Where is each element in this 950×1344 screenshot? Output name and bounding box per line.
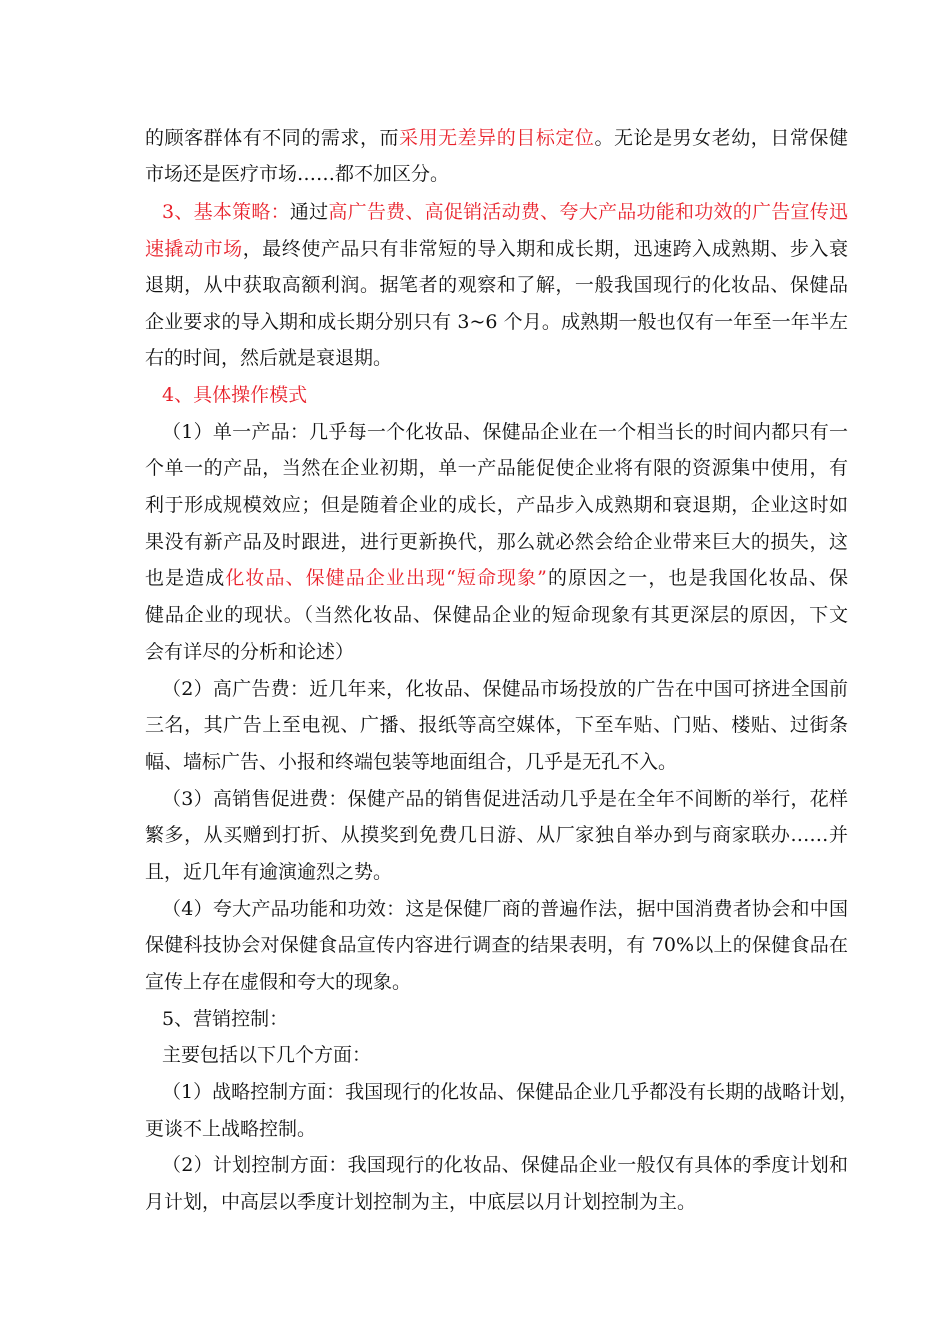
paragraph-line: 幅、墙标广告、小报和终端包装等地面组合，几乎是无孔不入。 (145, 751, 678, 773)
paragraph-line: 健品企业的现状。（当然化妆品、保健品企业的短命现象有其更深层的原因，下文 (145, 604, 848, 626)
paragraph-line: 且，近几年有逾演逾烈之势。 (145, 861, 393, 883)
highlighted-text: 速撬动市场 (145, 238, 243, 260)
section-heading-3 (162, 200, 848, 224)
paragraph-line: 三名，其广告上至电视、广播、报纸等高空媒体，下至车贴、门贴、楼贴、过街条 (145, 714, 848, 736)
paragraph-line: 更谈不上战略控制。 (145, 1118, 317, 1140)
paragraph-line: （4）夸大产品功能和功效：这是保健厂商的普遍作法，据中国消费者协会和中国 (162, 898, 848, 920)
paragraph-line: 退期，从中获取高额利润。据笔者的观察和了解，一般我国现行的化妆品、保健品 (145, 274, 848, 296)
paragraph-line: 企业要求的导入期和成长期分别只有 3~6 个月。成熟期一般也仅有一年至一年半左 (145, 311, 848, 333)
paragraph-line: 个单一的产品，当然在企业初期，单一产品能促使企业将有限的资源集中使用，有 (145, 457, 848, 479)
paragraph-line: 市场还是医疗市场……都不加区分。 (145, 163, 450, 185)
paragraph-line: 保健科技协会对保健食品宣传内容进行调查的结果表明，有 70%以上的保健食品在 (145, 934, 848, 956)
paragraph-line: 月计划，中高层以季度计划控制为主，中底层以月计划控制为主。 (145, 1191, 697, 1213)
text-run: 通过 (289, 201, 329, 223)
highlighted-text: 高广告费、高促销活动费、夸大产品功能和功效的广告宣传迅 (328, 201, 848, 223)
paragraph-line: 右的时间，然后就是衰退期。 (145, 347, 393, 369)
heading-label: 3、基本策略： (162, 201, 290, 223)
highlighted-text: 采用无差异的目标定位 (399, 127, 595, 149)
paragraph-line: 主要包括以下几个方面： (162, 1044, 372, 1066)
text-run: 的原因之一，也是我国化妆品、保 (546, 567, 848, 589)
paragraph-line: （2）计划控制方面：我国现行的化妆品、保健品企业一般仅有具体的季度计划和 (162, 1154, 848, 1176)
paragraph-line: 宣传上存在虚假和夸大的现象。 (145, 971, 412, 993)
text-run: 也是造成 (145, 567, 226, 589)
paragraph-line: 利于形成规模效应；但是随着企业的成长，产品步入成熟期和衰退期，企业这时如 (145, 494, 848, 516)
paragraph-line: （3）高销售促进费：保健产品的销售促进活动几乎是在全年不间断的举行，花样 (162, 788, 848, 810)
highlighted-text: 化妆品、保健品企业出现“短命现象” (225, 567, 547, 589)
paragraph-line: 果没有新产品及时跟进，进行更新换代，那么就必然会给企业带来巨大的损失，这 (145, 531, 848, 553)
paragraph-line: 会有详尽的分析和论述） (145, 641, 355, 663)
paragraph-line (145, 126, 848, 150)
section-heading-5: 5、营销控制： (162, 1008, 289, 1030)
paragraph-line: （1）单一产品：几乎每一个化妆品、保健品企业在一个相当长的时间内都只有一 (162, 421, 848, 443)
paragraph-line (145, 566, 848, 590)
section-heading-4: 4、具体操作模式 (162, 384, 308, 406)
paragraph-line: 繁多，从买赠到打折、从摸奖到免费几日游、从厂家独自举办到与商家联办……并 (145, 824, 848, 846)
text-run: ，最终使产品只有非常短的导入期和成长期，迅速跨入成熟期、步入衰 (242, 238, 848, 260)
text-run: 。无论是男女老幼，日常保健 (594, 127, 848, 149)
paragraph-line: （2）高广告费：近几年来，化妆品、保健品市场投放的广告在中国可挤进全国前 (162, 678, 848, 700)
paragraph-line: （1）战略控制方面：我国现行的化妆品、保健品企业几乎都没有长期的战略计划， (162, 1081, 859, 1103)
text-run: 的顾客群体有不同的需求，而 (145, 127, 400, 149)
paragraph-line (145, 237, 848, 261)
